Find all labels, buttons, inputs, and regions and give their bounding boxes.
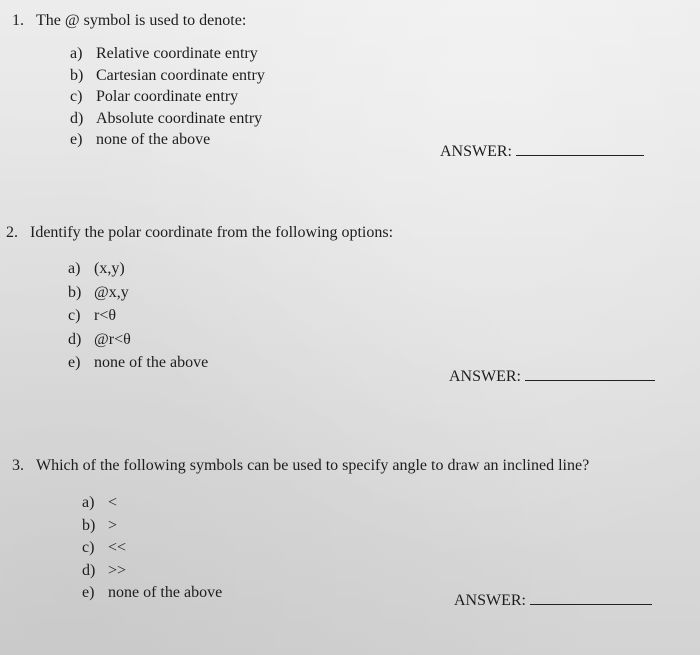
question-3-option-d — [82, 560, 589, 583]
option-letter: e) — [70, 131, 83, 148]
question-3-option-c — [82, 537, 589, 560]
question-2-answer — [449, 368, 655, 386]
option-letter: b) — [82, 516, 96, 534]
answer-label: ANSWER: — [454, 592, 526, 609]
question-3-text: Which of the following symbols can be used to specify angle to draw an inclined line? — [36, 457, 590, 474]
option-letter: a) — [70, 45, 83, 62]
answer-blank-line[interactable] — [525, 368, 655, 381]
option-letter: b) — [70, 66, 84, 84]
option-text: >> — [108, 561, 127, 579]
question-1-option-e — [70, 129, 265, 151]
question-1-option-d — [70, 108, 265, 130]
question-2-number: 2. — [6, 224, 18, 241]
question-2-text: Identify the polar coordinate from the following options: — [30, 224, 394, 241]
question-1-option-c — [70, 86, 265, 108]
option-text: (x,y) — [94, 260, 125, 277]
question-3-options — [82, 492, 589, 605]
question-1-option-a — [70, 43, 265, 65]
question-1 — [12, 10, 265, 151]
option-text: none of the above — [108, 584, 223, 601]
option-letter: e) — [82, 584, 95, 601]
question-2-option-d — [68, 328, 393, 352]
answer-blank-line[interactable] — [516, 143, 644, 156]
answer-label: ANSWER: — [440, 143, 512, 160]
option-letter: b) — [68, 283, 82, 301]
answer-label: ANSWER: — [449, 368, 521, 385]
question-3-title — [12, 455, 589, 476]
question-1-text: The @ symbol is used to denote: — [36, 12, 247, 29]
option-text: r<θ — [94, 307, 117, 324]
option-text: < — [108, 494, 118, 511]
option-text: none of the above — [94, 354, 209, 371]
option-letter: a) — [82, 494, 95, 511]
question-3-option-b — [82, 515, 589, 538]
option-text: Cartesian coordinate entry — [96, 66, 265, 84]
option-letter: a) — [68, 260, 81, 277]
option-text: Polar coordinate entry — [96, 88, 239, 105]
question-3 — [12, 455, 589, 605]
option-text: @x,y — [94, 283, 129, 301]
question-2-title — [6, 222, 393, 243]
question-1-options — [70, 43, 265, 151]
option-text: none of the above — [96, 131, 211, 148]
question-3-answer — [454, 592, 652, 610]
answer-blank-line[interactable] — [530, 592, 652, 605]
option-text: @r<θ — [94, 330, 131, 348]
question-1-option-b — [70, 65, 265, 87]
option-text: > — [108, 516, 118, 534]
question-1-answer — [440, 143, 644, 161]
question-1-title — [12, 10, 265, 31]
option-text: Absolute coordinate entry — [96, 109, 263, 127]
option-text: << — [108, 539, 127, 556]
option-letter: d) — [68, 330, 82, 348]
option-letter: e) — [68, 354, 81, 371]
option-letter: d) — [82, 561, 96, 579]
option-letter: c) — [82, 539, 95, 556]
option-letter: c) — [68, 307, 81, 324]
question-2-options — [68, 257, 393, 375]
question-1-number: 1. — [12, 12, 24, 29]
question-2-option-b — [68, 281, 393, 305]
option-text: Relative coordinate entry — [96, 45, 258, 62]
question-2-option-e — [68, 351, 393, 375]
option-letter: d) — [70, 109, 84, 127]
question-2-option-a — [68, 257, 393, 281]
question-3-number: 3. — [12, 457, 24, 474]
question-3-option-a — [82, 492, 589, 515]
question-2 — [6, 222, 393, 375]
option-letter: c) — [70, 88, 83, 105]
question-2-option-c — [68, 304, 393, 328]
